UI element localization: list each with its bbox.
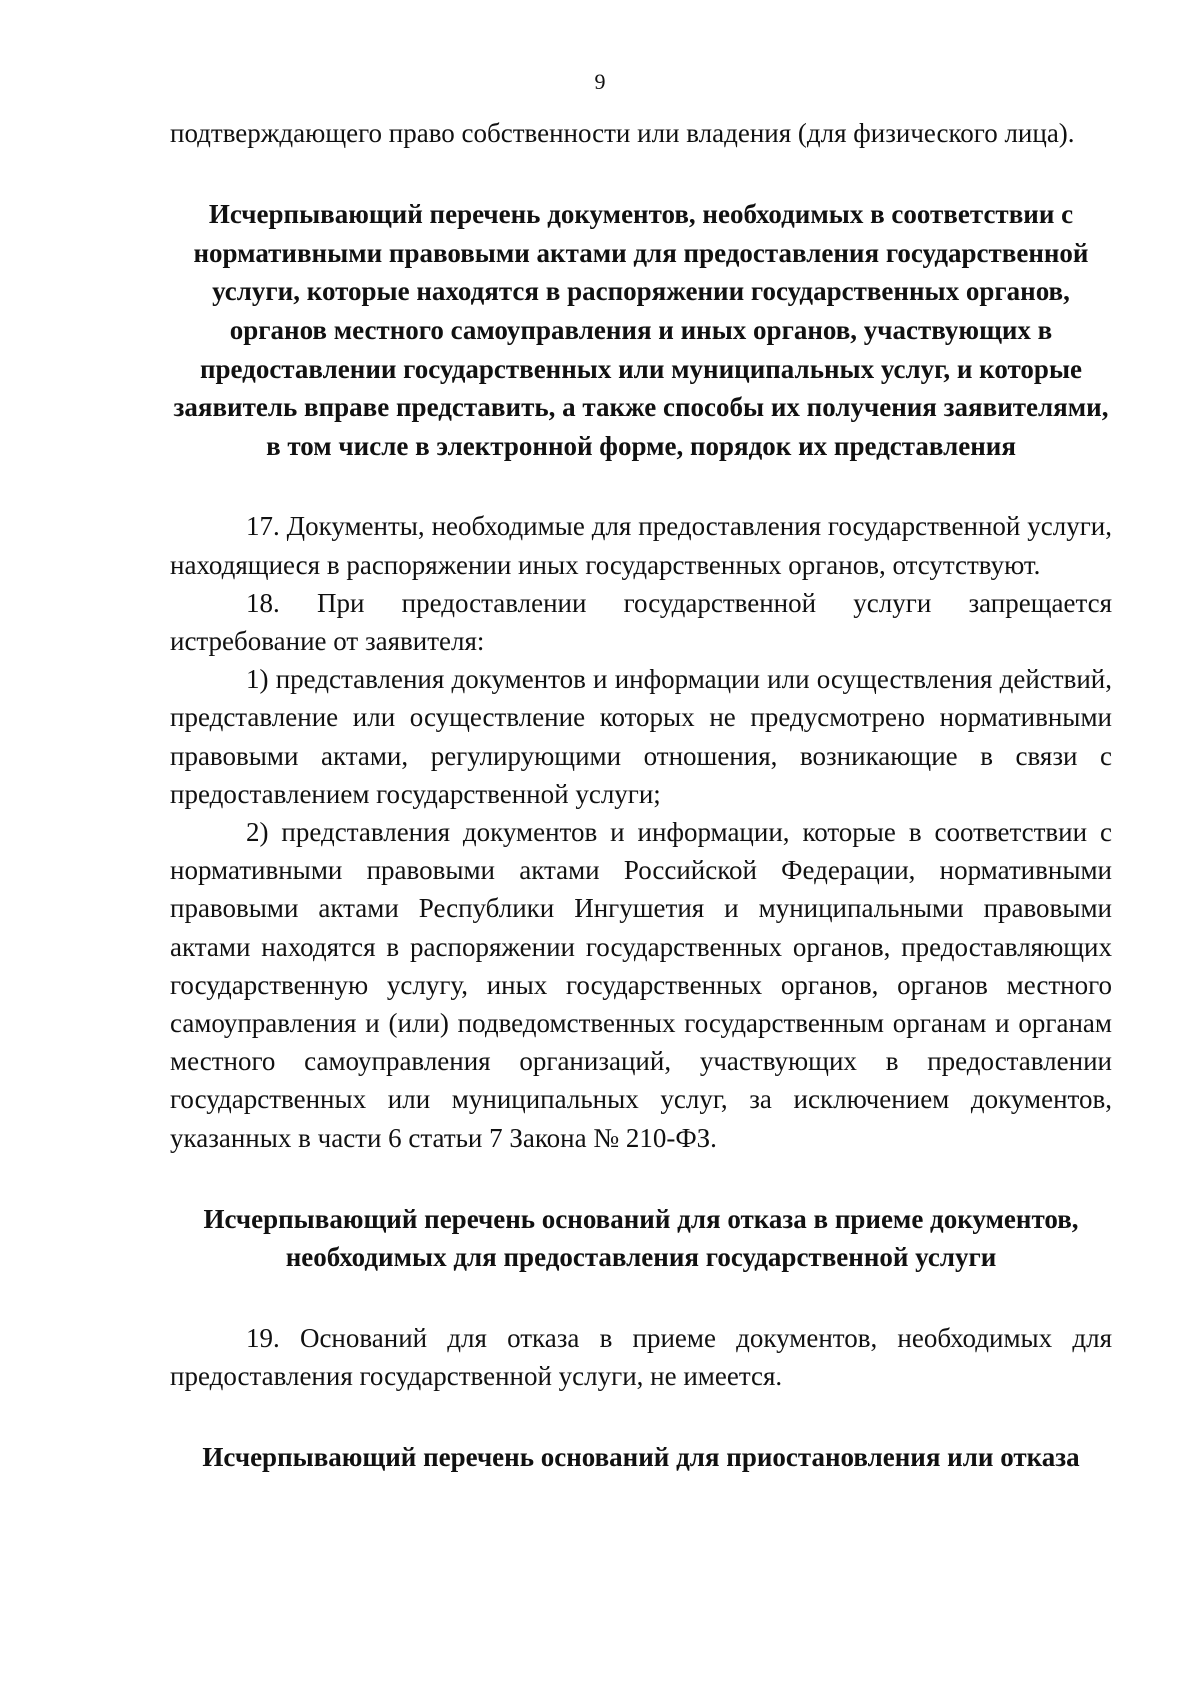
page-number: 9 [594,69,606,94]
paragraph-19: 19. Оснований для отказа в приеме документов, необходимых для предоставления государственной услуги, не имеется. [170,1323,1112,1392]
page-body [170,114,1112,1477]
paragraph-17: 17. Документы, необходимые для предоставления государственной услуги, находящиеся в распоряжении иных государственных органов, отсутствуют. [170,511,1112,580]
paragraph-18: 18. При предоставлении государственной услуги запрещается истребование от заявителя: [170,587,1112,656]
section-heading-documents-list: Исчерпывающий перечень документов, необходимых в соответствии с нормативными правовыми актами для предоставления государственной услуги, которые находятся в распоряжении государственных органов, органов местного самоуправления и иных органов, участвующих в предоставлении государственных или муниципальных услуг, и которые заявитель вправе представить, а также способы их получения заявителями, в том числе в электронной форме, порядок их представления [173,199,1109,461]
section-heading-suspension-grounds: Исчерпывающий перечень оснований для приостановления или отказа [202,1442,1080,1473]
paragraph-18-item-1: 1) представления документов и информации или осуществления действий, представление или осуществление которых не предусмотрено нормативными правовыми актами, регулирующими отношения, возникающие в связи с предоставлением государственной услуги; [170,664,1112,809]
paragraph-18-item-2: 2) представления документов и информации, которые в соответствии с нормативными правовыми актами Российской Федерации, нормативными правовыми актами Республики Ингушетия и муниципальными правовыми актами находятся в распоряжении государственных органов, предоставляющих государственную услугу, иных государственных органов, органов местного самоуправления и (или) подведомственных государственным органам и органам местного самоуправления организаций, участвующих в предоставлении государственных или муниципальных услуг, за исключением документов, указанных в части 6 статьи 7 Закона № 210-ФЗ. [170,816,1112,1153]
paragraph-continuation: подтверждающего право собственности или владения (для физического лица). [170,118,1075,148]
section-heading-refusal-grounds: Исчерпывающий перечень оснований для отказа в приеме документов, необходимых для предоставления государственной услуги [203,1203,1079,1273]
